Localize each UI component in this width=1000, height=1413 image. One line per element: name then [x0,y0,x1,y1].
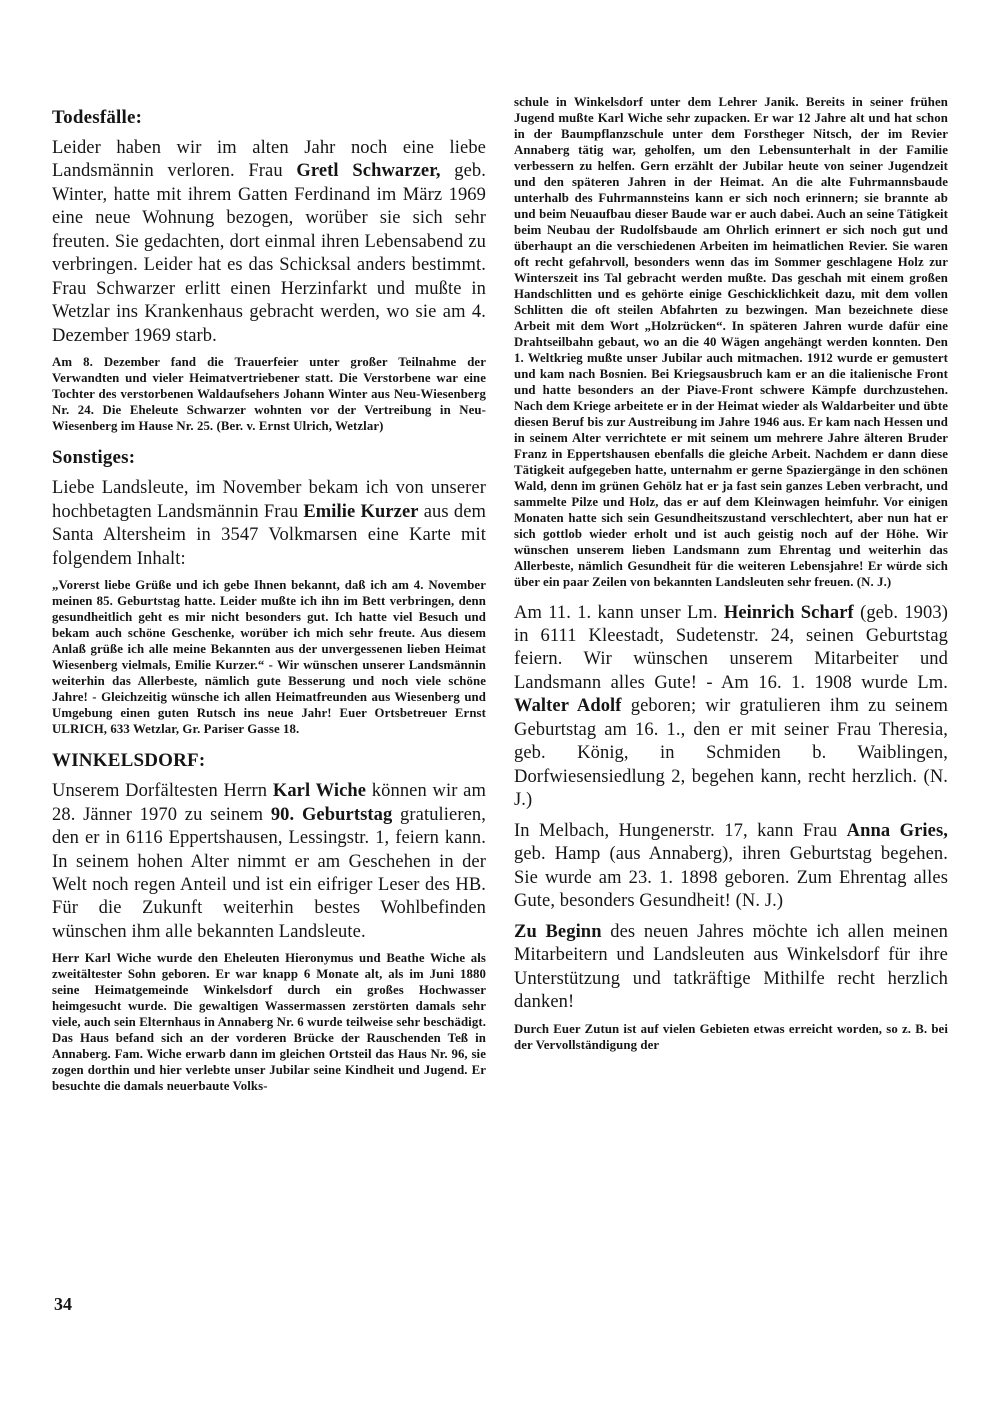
body-text: Am 8. Dezember fand die Trauerfeier unter großer Teilnahme der Verwandten und vieler Heimatvertriebener statt. Die Verstorbene war eine Tochter des verstorbenen Waldaufsehers Johann Winter aus Neu-Wiesenberg Nr. 24. Die Eheleute Schwarzer wohnten vor der Vertreibung in Neu-Wiesenberg im Hause Nr. 25. (Ber. v. Ernst Ulrich, Wetzlar) [52,355,486,434]
paragraph [52,578,486,738]
body-text: geb. Winter, hatte mit ihrem Gatten Ferdinand im März 1969 eine neue Wohnung bezogen, worüber sie sich sehr freuten. Sie gedachten, dort einmal ihren Lebensabend zu verbringen. Leider hat es das Schicksal anders bestimmt. Frau Schwarzer erlitt einen Herzinfarkt und mußte in Wetzlar ins Krankenhaus gebracht werden, wo sie am 4. Dezember 1969 starb. [52,161,486,346]
section-heading: WINKELSDORF: [52,750,206,772]
body-text: Herr Karl Wiche wurde den Eheleuten Hieronymus und Beathe Wiche als zweitältester Sohn geboren. Er war knapp 6 Monate alt, als im Juni 1880 seine Heimatgemeinde Winkelsdorf durch ein großes Hochwasser heimgesucht wurde. Die gewaltigen Wassermassen zerstörten damals sehr viele, auch sein Elternhaus in Annaberg Nr. 6 wurde teilweise sehr beschädigt. Das Haus befand sich an der vorderen Brücke der Rauschenden Teß in Annaberg. Fam. Wiche erwarb dann im gleichen Ortsteil das Haus Nr. 96, sie zogen dorthin und hier verlebte unser Jubilar seine Kindheit und Jugend. Er besuchte die damals neuerbaute Volks- [52,951,486,1094]
section-heading: Todesfälle: [52,107,143,128]
emphasized-text: 90. Geburtstag [270,804,393,825]
emphasized-text: Anna Gries, [846,820,948,841]
section-heading: Sonstiges: [52,447,136,469]
paragraph [514,95,948,591]
body-text: schule in Winkelsdorf unter dem Lehrer Janik. Bereits in seiner frühen Jugend mußte Karl Wiche sehr zupacken. Er war 12 Jahre alt und hat schon in der Baumpflanzschule unter dem Forstheger Nitsch, der im Revier Annaberg tätig war, geholfen, um den Lebensunterhalt in der Familie verbessern zu helfen. Gern erzählt der Jubilar heute von seiner Jugendzeit und den späteren Jahren in der Heimat. An die alte Fuhrmannsbaude unterhalb des Fuhrmannsteins kann er sich noch erinnern; sie brannte ab und beim Neuaufbau dieser Baude war er auch dabei. Auch an seine Tätigkeit beim Neubau der Rudolfsbaude am Ohrlich erinnert er sich noch gut und überhaupt an die verschiedenen Arbeiten im heimatlichen Revier. Sie waren oft recht gefahrvoll, besonders wenn das im Sommer geschlagene Holz zur Winterszeit ins Tal gebracht werden mußte. Das geschah mit einem großen Handschlitten und es gehörte einige Geschicklichkeit dazu, mit dem vollen Schlitten die oft steilen Abfahrten zu bezwingen. Man bezeichnete diese Arbeit mit dem Wort „Holzrücken“. In späteren Jahren wurde dafür eine Drahtseilbahn gebaut, wo an die 40 Wägen angehängt werden konnten. Den 1. Weltkrieg mußte unser Jubilar auch mitmachen. 1912 wurde er gemustert und kam nach Bosnien. Bei Kriegsausbruch kam er an die italienische Front und hatte besonders an der Piave-Front schwere Kämpfe durchzustehen. Nach dem Kriege arbeitete er in der Heimat wieder als Waldarbeiter und übte diesen Beruf bis zur Austreibung im Jahre 1946 aus. Er kam nach Hessen und in seinem Alter verrichtete er mit seinem um mehrere Jahre älteren Bruder Franz in Eppertshausen ebenfalls die gleiche Arbeit. Nachdem er dann diese Tätigkeit aufgegeben hatte, unternahm er gerne Spaziergänge in den schönen Wald, denn im grünen Gehölz hat er ja fast sein ganzes Leben verbracht, und sammelte Pilze und Holz, das er auf dem Kleinwagen heimfuhr. Vor einigen Monaten hatte sich sein Gesundheitszustand verschlechtert, aber nun hat er sich gottlob wieder erholt und ist auch geistig noch auf der Höhe. Wir wünschen unserem lieben Landsmann zum Ehrentag und weiterhin das Allerbeste, nämlich Gesundheit für die weiteren Lebensjahre! Er würde sich über ein paar Zeilen von bekannten Landsleuten sehr freuen. (N. J.) [514,95,948,589]
paragraph [52,477,486,571]
emphasized-text: Emilie Kurzer [303,501,419,522]
paragraph [514,820,948,914]
body-text: gratulieren, den er in 6116 Eppertshausen, Lessingstr. 1, feiern kann. In seinem hohen Alter nimmt er am Geschehen in der Welt noch regen Anteil und ist ein eifriger Leser des HB. Für die Zukunft weiterhin bestes Wohlbefinden wünschen ihm alle bekannten Landsleute. [52,804,486,942]
body-text: können wir am 28. Jänner 1970 zu seinem [52,781,486,825]
body-text: In Melbach, Hungenerstr. 17, kann Frau [514,820,847,841]
body-text: aus dem Santa Altersheim in 3547 Volkmarsen eine Karte mit folgendem Inhalt: [52,501,486,569]
body-text: Durch Euer Zutun ist auf vielen Gebieten etwas erreicht worden, so z. B. bei der Vervollständigung der [514,1021,948,1052]
body-text: „Vorerst liebe Grüße und ich gebe Ihnen bekannt, daß ich am 4. November meinen 85. Geburtstag hatte. Leider mußte ich ihn im Bett verbringen, denn gesundheitlich geht es mir nicht besonders gut. Ich hatte viel Besuch und bekam auch schöne Geschenke, worüber ich mich sehr freute. Aus diesem Anlaß grüße ich alle meine Bekannten aus der unvergessenen lieben Heimat Wiesenberg vielmals, Emilie Kurzer.“ - Wir wünschen unserer Landsmännin weiterhin das Allerbeste, nämlich gute Besserung und noch viele schöne Jahre! - Gleichzeitig wünsche ich allen Heimatfreunden aus Wiesenberg und Umgebung einen guten Rutsch ins neue Jahr! Euer Ortsbetreuer Ernst ULRICH, 633 Wetzlar, Gr. Pariser Gasse 18. [52,578,486,737]
left-column [52,95,486,1106]
body-text: Liebe Landsleute, im November bekam ich von unserer hochbetagten Landsmännin Frau [52,478,486,522]
paragraph [514,1022,948,1054]
paragraph [52,951,486,1095]
two-column-layout [52,95,948,1106]
body-text: Am 11. 1. kann unser Lm. [514,602,724,623]
emphasized-text: Gretl Schwarzer, [296,161,441,182]
emphasized-text: Heinrich Scharf [723,602,854,623]
emphasized-text: Karl Wiche [272,781,367,802]
paragraph [52,780,486,944]
emphasized-text: Zu Beginn [514,921,602,942]
body-text: Leider haben wir im alten Jahr noch eine liebe Landsmännin verloren. Frau [52,138,486,182]
paragraph [52,355,486,435]
body-text: geboren; wir gratulieren ihm zu seinem Geburtstag am 16. 1., den er mit seiner Frau Theresia, geb. König, in Schmiden b. Waiblingen, Dorfwiesensiedlung 2, begehen kann, recht herzlich. (N. J.) [514,696,948,811]
paragraph [514,602,948,813]
body-text: geb. Hamp (aus Annaberg), ihren Geburtstag begehen. Sie wurde am 23. 1. 1898 geboren. Zum Ehrentag alles Gute, besonders Gesundheit! (N. J.) [514,844,948,912]
body-text: (geb. 1903) in 6111 Kleestadt, Sudetenstr. 24, seinen Geburtstag feiern. Wir wünschen unserem Mitarbeiter und Landsmann alles Gute! - Am 16. 1. 1908 wurde Lm. [514,602,948,693]
emphasized-text: Walter Adolf [514,696,622,717]
body-text: Unserem Dorfältesten Herrn [52,781,273,802]
paragraph [52,137,486,348]
page-number: 34 [54,1294,72,1314]
paragraph [514,921,948,1015]
right-column [514,95,948,1106]
body-text: des neuen Jahres möchte ich allen meinen Mitarbeitern und Landsleuten aus Winkelsdorf für ihre Unterstützung und tatkräftige Mithilfe recht herzlich danken! [514,921,949,1013]
